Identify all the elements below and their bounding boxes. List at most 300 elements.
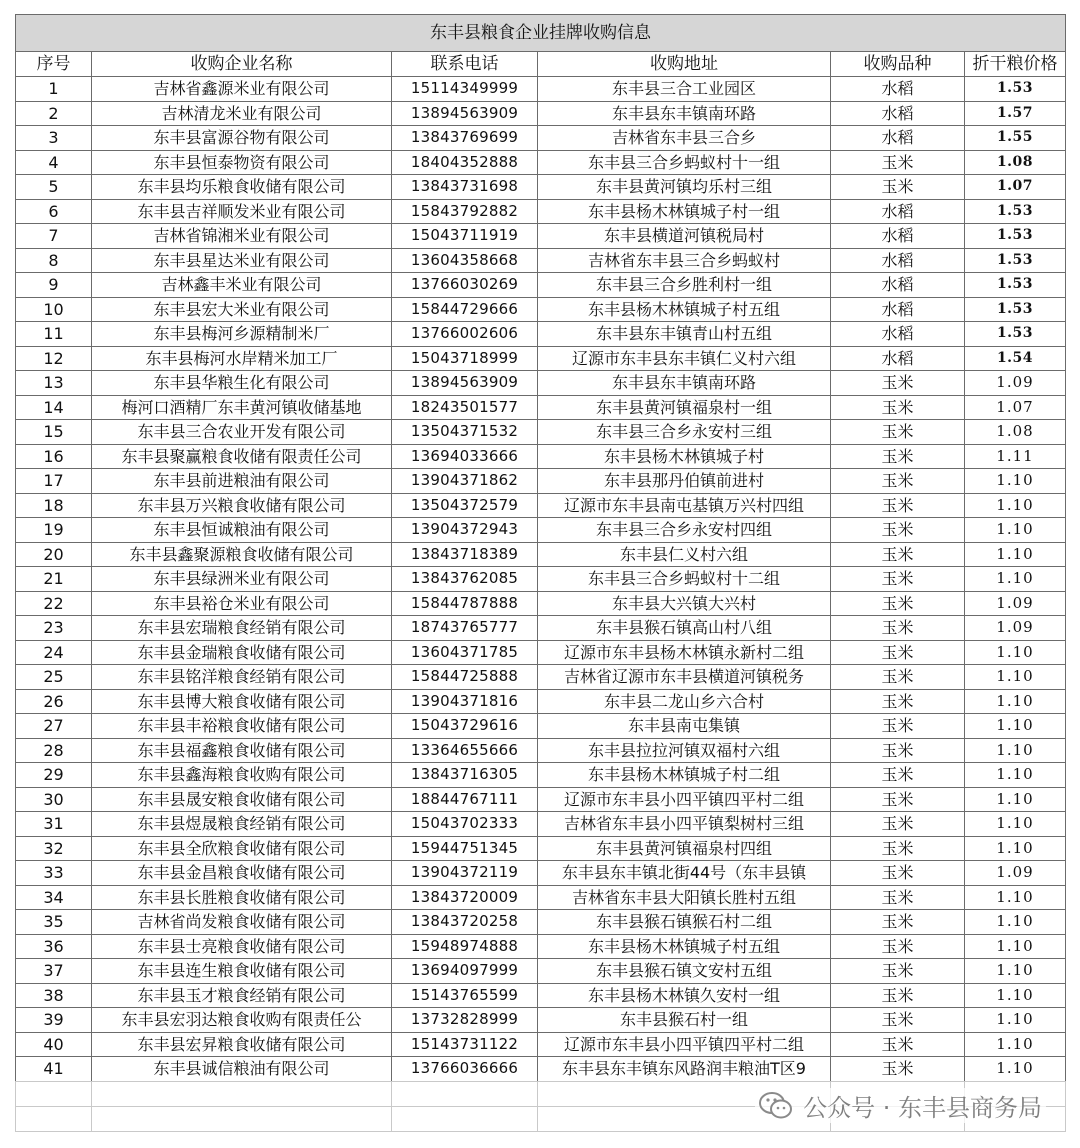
table-row: [16, 420, 1066, 445]
cell-price: 1.10: [965, 738, 1066, 763]
cell-company: 东丰县丰裕粮食收储有限公司: [92, 714, 392, 739]
cell-address: 东丰县猴石镇高山村八组: [538, 616, 831, 641]
table-row: [16, 126, 1066, 151]
cell-phone: 15944751345: [392, 836, 538, 861]
table-row: [16, 273, 1066, 298]
cell-address: 东丰县猴石村一组: [538, 1008, 831, 1033]
cell-grain-type: 玉米: [831, 567, 965, 592]
cell-index: 39: [16, 1008, 92, 1033]
cell-grain-type: 玉米: [831, 469, 965, 494]
cell-address: 东丰县东丰镇南环路: [538, 101, 831, 126]
cell-company: 东丰县三合农业开发有限公司: [92, 420, 392, 445]
table-header-row: [16, 52, 1066, 77]
cell-company: 东丰县聚赢粮食收储有限责任公司: [92, 444, 392, 469]
cell-address: 东丰县杨木林镇城子村五组: [538, 297, 831, 322]
cell-grain-type: 玉米: [831, 371, 965, 396]
cell-address: 东丰县三合工业园区: [538, 77, 831, 102]
table-row: [16, 959, 1066, 984]
cell-company: 东丰县福鑫粮食收储有限公司: [92, 738, 392, 763]
cell-price: 1.10: [965, 983, 1066, 1008]
table-row: [16, 518, 1066, 543]
cell-index: 16: [16, 444, 92, 469]
cell-price: 1.10: [965, 518, 1066, 543]
header-company: 收购企业名称: [92, 52, 392, 77]
cell-company: 东丰县恒泰物资有限公司: [92, 150, 392, 175]
cell-company: 东丰县连生粮食收储有限公司: [92, 959, 392, 984]
cell-price: 1.10: [965, 910, 1066, 935]
cell-price: 1.09: [965, 616, 1066, 641]
cell-grain-type: 玉米: [831, 150, 965, 175]
cell-address: 东丰县东丰镇南环路: [538, 371, 831, 396]
cell-phone: 13504372579: [392, 493, 538, 518]
cell-phone: 13843731698: [392, 175, 538, 200]
cell-address: 东丰县三合乡蚂蚁村十一组: [538, 150, 831, 175]
cell-index: 14: [16, 395, 92, 420]
cell-index: 1: [16, 77, 92, 102]
cell-index: 25: [16, 665, 92, 690]
cell-grain-type: 玉米: [831, 714, 965, 739]
cell-phone: 13766002606: [392, 322, 538, 347]
cell-phone: 15844729666: [392, 297, 538, 322]
cell-index: 17: [16, 469, 92, 494]
table-row: [16, 542, 1066, 567]
cell-grain-type: 玉米: [831, 763, 965, 788]
cell-price: 1.10: [965, 689, 1066, 714]
cell-index: 13: [16, 371, 92, 396]
cell-index: 2: [16, 101, 92, 126]
cell-grain-type: 玉米: [831, 640, 965, 665]
table-row: [16, 346, 1066, 371]
cell-phone: 15043718999: [392, 346, 538, 371]
cell-company: 东丰县均乐粮食收储有限公司: [92, 175, 392, 200]
cell-address: 东丰县东丰镇东风路润丰粮油T区9: [538, 1057, 831, 1082]
cell-phone: 13843762085: [392, 567, 538, 592]
cell-phone: 13904371816: [392, 689, 538, 714]
cell-address: 东丰县杨木林镇城子村二组: [538, 763, 831, 788]
watermark: [755, 1088, 1046, 1123]
cell-company: 吉林清龙米业有限公司: [92, 101, 392, 126]
cell-phone: 15948974888: [392, 934, 538, 959]
cell-index: 21: [16, 567, 92, 592]
cell-address: 东丰县东丰镇青山村五组: [538, 322, 831, 347]
cell-grain-type: 玉米: [831, 861, 965, 886]
cell-company: 东丰县前进粮油有限公司: [92, 469, 392, 494]
cell-index: 4: [16, 150, 92, 175]
cell-grain-type: 玉米: [831, 787, 965, 812]
cell-phone: 15043729616: [392, 714, 538, 739]
cell-company: 东丰县宏羽达粮食收购有限责任公: [92, 1008, 392, 1033]
header-phone: 联系电话: [392, 52, 538, 77]
cell-phone: 13604358668: [392, 248, 538, 273]
cell-price: 1.10: [965, 934, 1066, 959]
cell-phone: 13364655666: [392, 738, 538, 763]
cell-address: 东丰县三合乡胜利村一组: [538, 273, 831, 298]
cell-address: 东丰县仁义村六组: [538, 542, 831, 567]
grain-purchase-table: [15, 14, 1066, 1082]
cell-company: 东丰县华粮生化有限公司: [92, 371, 392, 396]
cell-phone: 15043711919: [392, 224, 538, 249]
cell-price: 1.10: [965, 493, 1066, 518]
cell-index: 29: [16, 763, 92, 788]
cell-address: 吉林省东丰县小四平镇梨树村三组: [538, 812, 831, 837]
cell-index: 19: [16, 518, 92, 543]
cell-address: 吉林省辽源市东丰县横道河镇税务: [538, 665, 831, 690]
cell-phone: 13843769699: [392, 126, 538, 151]
cell-index: 23: [16, 616, 92, 641]
cell-grain-type: 玉米: [831, 493, 965, 518]
cell-phone: 13843720258: [392, 910, 538, 935]
cell-address: 辽源市东丰县南屯基镇万兴村四组: [538, 493, 831, 518]
cell-phone: 18844767111: [392, 787, 538, 812]
cell-grain-type: 玉米: [831, 591, 965, 616]
cell-index: 9: [16, 273, 92, 298]
cell-company: 吉林省尚发粮食收储有限公司: [92, 910, 392, 935]
cell-company: 东丰县星达米业有限公司: [92, 248, 392, 273]
cell-phone: 13904372119: [392, 861, 538, 886]
cell-index: 11: [16, 322, 92, 347]
cell-company: 东丰县裕仓米业有限公司: [92, 591, 392, 616]
cell-grain-type: 玉米: [831, 689, 965, 714]
cell-index: 26: [16, 689, 92, 714]
table-row: [16, 1032, 1066, 1057]
cell-index: 10: [16, 297, 92, 322]
cell-index: 5: [16, 175, 92, 200]
cell-address: 东丰县三合乡永安村四组: [538, 518, 831, 543]
cell-index: 33: [16, 861, 92, 886]
header-grain-type: 收购品种: [831, 52, 965, 77]
cell-phone: 13694097999: [392, 959, 538, 984]
cell-company: 东丰县富源谷物有限公司: [92, 126, 392, 151]
cell-company: 东丰县恒诚粮油有限公司: [92, 518, 392, 543]
cell-price: 1.53: [965, 77, 1066, 102]
cell-grain-type: 水稻: [831, 273, 965, 298]
cell-company: 东丰县梅河水岸精米加工厂: [92, 346, 392, 371]
cell-price: 1.10: [965, 836, 1066, 861]
table-row: [16, 297, 1066, 322]
cell-company: 东丰县全欣粮食收储有限公司: [92, 836, 392, 861]
cell-company: 吉林鑫丰米业有限公司: [92, 273, 392, 298]
cell-price: 1.08: [965, 420, 1066, 445]
table-row: [16, 101, 1066, 126]
cell-phone: 13843716305: [392, 763, 538, 788]
cell-phone: 18743765777: [392, 616, 538, 641]
cell-phone: 15043702333: [392, 812, 538, 837]
cell-price: 1.53: [965, 273, 1066, 298]
cell-price: 1.07: [965, 175, 1066, 200]
cell-grain-type: 玉米: [831, 1008, 965, 1033]
cell-index: 40: [16, 1032, 92, 1057]
cell-index: 6: [16, 199, 92, 224]
cell-address: 东丰县东丰镇北街44号（东丰县镇: [538, 861, 831, 886]
table-row: [16, 469, 1066, 494]
cell-price: 1.10: [965, 469, 1066, 494]
table-row: [16, 591, 1066, 616]
table-row: [16, 1057, 1066, 1082]
cell-price: 1.10: [965, 812, 1066, 837]
table-row: [16, 787, 1066, 812]
cell-company: 东丰县梅河乡源精制米厂: [92, 322, 392, 347]
table-row: [16, 861, 1066, 886]
cell-address: 东丰县三合乡蚂蚁村十二组: [538, 567, 831, 592]
cell-address: 吉林省东丰县三合乡: [538, 126, 831, 151]
table-row: [16, 836, 1066, 861]
cell-index: 12: [16, 346, 92, 371]
cell-address: 东丰县猴石镇猴石村二组: [538, 910, 831, 935]
cell-phone: 15143765599: [392, 983, 538, 1008]
cell-price: 1.53: [965, 248, 1066, 273]
cell-phone: 13766036666: [392, 1057, 538, 1082]
cell-company: 东丰县金昌粮食收储有限公司: [92, 861, 392, 886]
cell-price: 1.10: [965, 1032, 1066, 1057]
cell-address: 吉林省东丰县大阳镇长胜村五组: [538, 885, 831, 910]
cell-address: 东丰县猴石镇文安村五组: [538, 959, 831, 984]
cell-address: 东丰县黄河镇福泉村四组: [538, 836, 831, 861]
cell-grain-type: 水稻: [831, 101, 965, 126]
cell-phone: 15844725888: [392, 665, 538, 690]
cell-index: 37: [16, 959, 92, 984]
cell-price: 1.57: [965, 101, 1066, 126]
cell-grain-type: 水稻: [831, 126, 965, 151]
cell-price: 1.53: [965, 322, 1066, 347]
cell-index: 36: [16, 934, 92, 959]
cell-address: 辽源市东丰县小四平镇四平村二组: [538, 787, 831, 812]
cell-index: 18: [16, 493, 92, 518]
cell-index: 8: [16, 248, 92, 273]
cell-address: 东丰县杨木林镇久安村一组: [538, 983, 831, 1008]
cell-company: 东丰县玉才粮食经销有限公司: [92, 983, 392, 1008]
cell-grain-type: 玉米: [831, 812, 965, 837]
table-row: [16, 934, 1066, 959]
cell-price: 1.55: [965, 126, 1066, 151]
cell-grain-type: 玉米: [831, 518, 965, 543]
header-address: 收购地址: [538, 52, 831, 77]
cell-price: 1.10: [965, 640, 1066, 665]
table-row: [16, 175, 1066, 200]
cell-phone: 13894563909: [392, 101, 538, 126]
cell-price: 1.09: [965, 861, 1066, 886]
cell-address: 东丰县杨木林镇城子村一组: [538, 199, 831, 224]
cell-phone: 13904372943: [392, 518, 538, 543]
table-row: [16, 885, 1066, 910]
cell-index: 7: [16, 224, 92, 249]
table-row: [16, 150, 1066, 175]
cell-phone: 15844787888: [392, 591, 538, 616]
cell-price: 1.10: [965, 1008, 1066, 1033]
cell-address: 东丰县那丹伯镇前进村: [538, 469, 831, 494]
cell-grain-type: 玉米: [831, 836, 965, 861]
cell-grain-type: 玉米: [831, 934, 965, 959]
cell-phone: 13894563909: [392, 371, 538, 396]
cell-address: 吉林省东丰县三合乡蚂蚁村: [538, 248, 831, 273]
cell-company: 东丰县宏大米业有限公司: [92, 297, 392, 322]
cell-grain-type: 玉米: [831, 175, 965, 200]
cell-index: 30: [16, 787, 92, 812]
table-row: [16, 224, 1066, 249]
table-row: [16, 910, 1066, 935]
table-row: [16, 983, 1066, 1008]
cell-price: 1.09: [965, 591, 1066, 616]
table-row: [16, 616, 1066, 641]
cell-company: 东丰县鑫聚源粮食收储有限公司: [92, 542, 392, 567]
table-row: [16, 763, 1066, 788]
cell-grain-type: 水稻: [831, 322, 965, 347]
cell-grain-type: 玉米: [831, 959, 965, 984]
cell-company: 东丰县吉祥顺发米业有限公司: [92, 199, 392, 224]
cell-company: 东丰县煜晟粮食经销有限公司: [92, 812, 392, 837]
cell-address: 东丰县三合乡永安村三组: [538, 420, 831, 445]
cell-company: 东丰县鑫海粮食收购有限公司: [92, 763, 392, 788]
table-row: [16, 812, 1066, 837]
cell-index: 3: [16, 126, 92, 151]
cell-company: 吉林省鑫源米业有限公司: [92, 77, 392, 102]
cell-price: 1.53: [965, 224, 1066, 249]
cell-grain-type: 水稻: [831, 297, 965, 322]
table-row: [16, 77, 1066, 102]
cell-company: 东丰县晟安粮食收储有限公司: [92, 787, 392, 812]
table-row: [16, 199, 1066, 224]
cell-grain-type: 玉米: [831, 1032, 965, 1057]
table-title: 东丰县粮食企业挂牌收购信息: [16, 15, 1066, 52]
header-price: 折干粮价格: [965, 52, 1066, 77]
cell-price: 1.10: [965, 714, 1066, 739]
table-row: [16, 640, 1066, 665]
cell-price: 1.10: [965, 885, 1066, 910]
cell-index: 15: [16, 420, 92, 445]
cell-address: 东丰县黄河镇福泉村一组: [538, 395, 831, 420]
cell-index: 41: [16, 1057, 92, 1082]
cell-phone: 18243501577: [392, 395, 538, 420]
cell-phone: 13843720009: [392, 885, 538, 910]
cell-company: 吉林省锦湘米业有限公司: [92, 224, 392, 249]
table-row: [16, 689, 1066, 714]
table-body: [16, 77, 1066, 1082]
cell-price: 1.10: [965, 959, 1066, 984]
cell-address: 东丰县杨木林镇城子村五组: [538, 934, 831, 959]
cell-index: 20: [16, 542, 92, 567]
cell-address: 辽源市东丰县杨木林镇永新村二组: [538, 640, 831, 665]
cell-grain-type: 玉米: [831, 885, 965, 910]
cell-address: 东丰县二龙山乡六合村: [538, 689, 831, 714]
table-row: [16, 738, 1066, 763]
cell-phone: 15143731122: [392, 1032, 538, 1057]
cell-address: 东丰县黄河镇均乐村三组: [538, 175, 831, 200]
cell-company: 东丰县万兴粮食收储有限公司: [92, 493, 392, 518]
cell-phone: 13604371785: [392, 640, 538, 665]
cell-address: 辽源市东丰县小四平镇四平村二组: [538, 1032, 831, 1057]
cell-price: 1.54: [965, 346, 1066, 371]
cell-price: 1.53: [965, 199, 1066, 224]
cell-price: 1.09: [965, 371, 1066, 396]
table-row: [16, 714, 1066, 739]
cell-grain-type: 玉米: [831, 738, 965, 763]
cell-price: 1.11: [965, 444, 1066, 469]
cell-price: 1.10: [965, 542, 1066, 567]
cell-price: 1.10: [965, 787, 1066, 812]
cell-index: 24: [16, 640, 92, 665]
cell-price: 1.10: [965, 665, 1066, 690]
cell-grain-type: 玉米: [831, 665, 965, 690]
cell-price: 1.10: [965, 1057, 1066, 1082]
cell-price: 1.07: [965, 395, 1066, 420]
cell-grain-type: 玉米: [831, 395, 965, 420]
cell-company: 东丰县铭洋粮食经销有限公司: [92, 665, 392, 690]
cell-phone: 13694033666: [392, 444, 538, 469]
header-index: 序号: [16, 52, 92, 77]
cell-phone: 13843718389: [392, 542, 538, 567]
cell-company: 东丰县宏昇粮食收储有限公司: [92, 1032, 392, 1057]
cell-phone: 15843792882: [392, 199, 538, 224]
cell-phone: 13732828999: [392, 1008, 538, 1033]
cell-phone: 13504371532: [392, 420, 538, 445]
cell-phone: 18404352888: [392, 150, 538, 175]
cell-grain-type: 玉米: [831, 542, 965, 567]
table-row: [16, 371, 1066, 396]
cell-address: 东丰县大兴镇大兴村: [538, 591, 831, 616]
cell-grain-type: 水稻: [831, 248, 965, 273]
table-row: [16, 322, 1066, 347]
cell-price: 1.53: [965, 297, 1066, 322]
cell-index: 28: [16, 738, 92, 763]
table-row: [16, 395, 1066, 420]
wechat-icon: [759, 1091, 793, 1121]
table-row: [16, 1008, 1066, 1033]
cell-address: 东丰县拉拉河镇双福村六组: [538, 738, 831, 763]
cell-address: 东丰县横道河镇税局村: [538, 224, 831, 249]
spreadsheet: [15, 14, 1065, 1082]
table-row: [16, 567, 1066, 592]
cell-grain-type: 玉米: [831, 983, 965, 1008]
cell-grain-type: 水稻: [831, 346, 965, 371]
cell-phone: 13766030269: [392, 273, 538, 298]
table-row: [16, 493, 1066, 518]
cell-grain-type: 水稻: [831, 199, 965, 224]
cell-index: 32: [16, 836, 92, 861]
cell-company: 梅河口酒精厂东丰黄河镇收储基地: [92, 395, 392, 420]
cell-index: 38: [16, 983, 92, 1008]
cell-grain-type: 玉米: [831, 444, 965, 469]
cell-company: 东丰县绿洲米业有限公司: [92, 567, 392, 592]
cell-index: 22: [16, 591, 92, 616]
cell-phone: 13904371862: [392, 469, 538, 494]
cell-index: 35: [16, 910, 92, 935]
cell-index: 31: [16, 812, 92, 837]
cell-price: 1.10: [965, 567, 1066, 592]
table-row: [16, 248, 1066, 273]
cell-price: 1.10: [965, 763, 1066, 788]
cell-address: 东丰县南屯集镇: [538, 714, 831, 739]
cell-company: 东丰县金瑞粮食收储有限公司: [92, 640, 392, 665]
cell-address: 辽源市东丰县东丰镇仁义村六组: [538, 346, 831, 371]
cell-index: 27: [16, 714, 92, 739]
cell-grain-type: 水稻: [831, 224, 965, 249]
table-row: [16, 665, 1066, 690]
cell-company: 东丰县诚信粮油有限公司: [92, 1057, 392, 1082]
cell-phone: 15114349999: [392, 77, 538, 102]
table-row: [16, 444, 1066, 469]
cell-grain-type: 玉米: [831, 910, 965, 935]
cell-company: 东丰县长胜粮食收储有限公司: [92, 885, 392, 910]
cell-price: 1.08: [965, 150, 1066, 175]
cell-grain-type: 玉米: [831, 1057, 965, 1082]
cell-grain-type: 玉米: [831, 420, 965, 445]
watermark-text: 公众号 · 东丰县商务局: [803, 1094, 1042, 1122]
cell-grain-type: 水稻: [831, 77, 965, 102]
cell-company: 东丰县士亮粮食收储有限公司: [92, 934, 392, 959]
cell-grain-type: 玉米: [831, 616, 965, 641]
cell-company: 东丰县宏瑞粮食经销有限公司: [92, 616, 392, 641]
cell-index: 34: [16, 885, 92, 910]
cell-company: 东丰县博大粮食收储有限公司: [92, 689, 392, 714]
